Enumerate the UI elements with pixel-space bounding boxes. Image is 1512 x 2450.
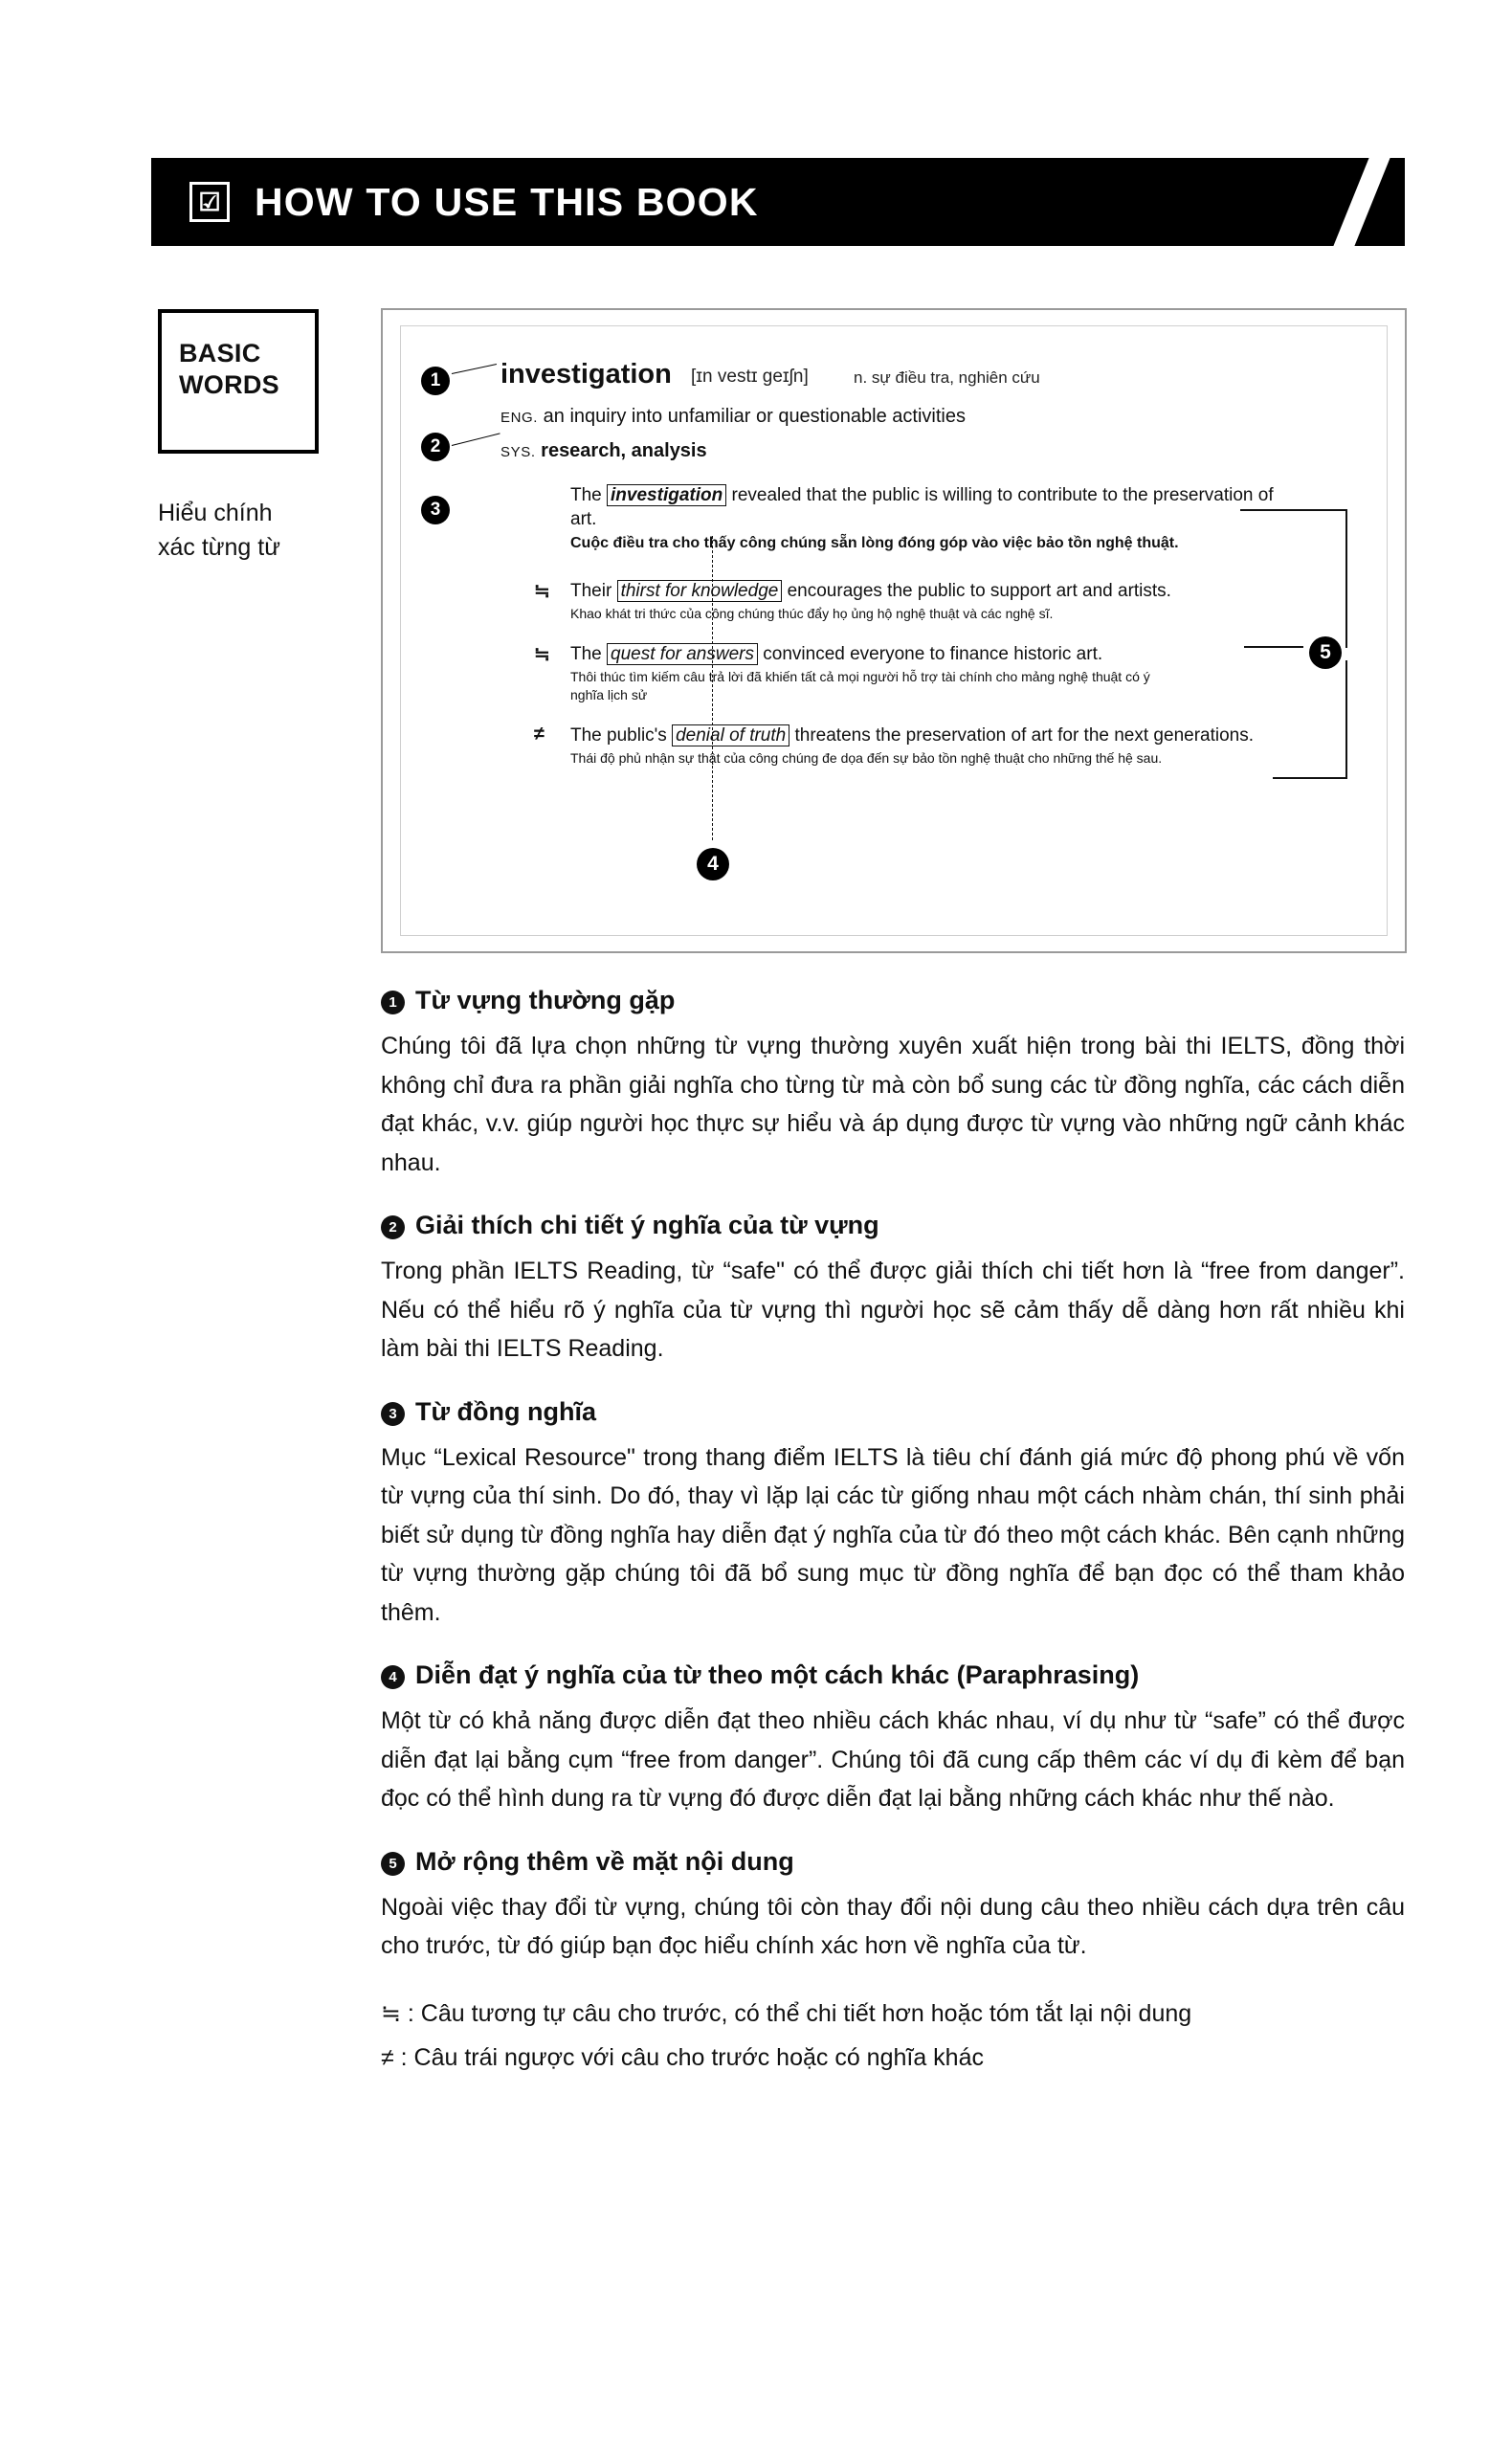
section-2 (381, 1211, 1405, 1369)
callout-line-bottom (1273, 777, 1347, 779)
explanation-sections (381, 986, 1405, 2082)
section-1-body: Chúng tôi đã lựa chọn những từ vựng thường xuyên xuất hiện trong bài thi IELTS, đồng thời không chỉ đưa ra phần giải nghĩa cho từng từ mà còn bổ sung các từ đồng nghĩa, các cách diễn đạt khác, v.v. giúp người học thực sự hiểu và áp dụng được từ vựng vào những ngữ cảnh khác nhau. (381, 1033, 1405, 1176)
example-4-en-before: The public's (570, 724, 673, 746)
example-4 (534, 723, 1280, 768)
legend-similar: ≒ : Câu tương tự câu cho trước, có thể chi tiết hơn hoặc tóm tắt lại nội dung (381, 1999, 1192, 2027)
section-2-number: 2 (381, 1215, 405, 1239)
marker-3: 3 (421, 496, 450, 524)
example-4-keyword: denial of truth (672, 724, 789, 746)
section-3-body: Mục “Lexical Resource" trong thang điểm IELTS là tiêu chí đánh giá mức độ phong phú về vốn từ vựng của thí sinh. Do đó, thay vì lặp lại các từ giống nhau một cách nhàm chán, thí sinh phải biết sử dụng từ đồng nghĩa hay diễn đạt ý nghĩa của từ đó theo một cách khác. Bên cạnh những từ vựng thường gặp chúng tôi đã bổ sung mục từ đồng nghĩa để bạn đọc có thể tham khảo thêm. (381, 1443, 1405, 1626)
sidebar-caption-line2: xác từng từ (158, 534, 280, 562)
page-title: HOW TO USE THIS BOOK (255, 179, 759, 224)
example-1 (570, 483, 1280, 554)
example-2-en-after: encourages the public to support art and artists. (782, 580, 1171, 601)
example-2-symbol: ≒ (534, 580, 550, 602)
callout-vline-upper (1345, 509, 1347, 648)
section-5 (381, 1847, 1405, 1966)
section-1 (381, 986, 1405, 1182)
callout-line-top (1240, 509, 1347, 511)
sidebar-caption (158, 496, 368, 566)
example-1-keyword: investigation (607, 484, 726, 506)
example-1-vn: Cuộc điều tra cho thấy công chúng sẵn lòng đóng góp vào việc bảo tồn nghệ thuật. (570, 535, 1179, 552)
section-3 (381, 1397, 1405, 1633)
sample-vn-gloss: n. sự điều tra, nghiên cứu (854, 368, 1040, 387)
section-3-number: 3 (381, 1402, 405, 1426)
page-header (151, 158, 1405, 246)
marker-5: 5 (1309, 636, 1342, 669)
section-1-heading (381, 986, 1405, 1015)
example-2 (534, 579, 1280, 623)
eng-label: ENG. (500, 410, 539, 426)
sys-label: SYS. (500, 444, 536, 460)
section-4 (381, 1660, 1405, 1818)
sample-synonyms (500, 440, 707, 462)
callout-vline-lower (1345, 660, 1347, 777)
marker-1: 1 (421, 367, 450, 395)
checkbox-icon: ☑ (189, 182, 230, 222)
example-2-en (570, 579, 1280, 603)
sys-words-text: research, analysis (541, 440, 707, 461)
marker-2: 2 (421, 433, 450, 461)
section-3-heading (381, 1397, 1405, 1427)
marker-4: 4 (697, 848, 729, 880)
example-3-symbol: ≒ (534, 643, 550, 665)
example-4-symbol: ≠ (534, 723, 545, 745)
sidebar-caption-line1: Hiểu chính (158, 500, 273, 526)
example-3-vn: Thôi thúc tìm kiếm câu trả lời đã khiến tất cả mọi người hỗ trợ tài chính cho mảng nghệ thuật có ý nghĩa lịch sử (570, 668, 1150, 702)
section-1-number: 1 (381, 991, 405, 1014)
example-3-en-before: The (570, 643, 608, 664)
section-5-body: Ngoài việc thay đổi từ vựng, chúng tôi còn thay đổi nội dung câu theo nhiều cách dựa trên câu cho trước, từ đó giúp bạn đọc hiểu chính xác hơn về nghĩa của từ. (381, 1893, 1405, 1959)
example-4-vn: Thái độ phủ nhận sự thật của công chúng đe dọa đến sự bảo tồn nghệ thuật cho những thế hệ sau. (570, 749, 1163, 766)
example-3 (534, 642, 1280, 704)
section-2-heading (381, 1211, 1405, 1240)
example-3-en (570, 642, 1280, 666)
sample-ipa: [ɪn vestɪ geɪʃn] (691, 367, 809, 387)
basic-words-label (179, 338, 279, 401)
section-5-title: Mở rộng thêm về mặt nội dung (415, 1846, 794, 1876)
example-4-en (570, 724, 1280, 747)
section-2-title: Giải thích chi tiết ý nghĩa của từ vựng (415, 1211, 879, 1239)
keyword-connector-dashes (712, 536, 713, 840)
section-4-body: Một từ có khả năng được diễn đạt theo nhiều cách khác nhau, ví dụ như từ “safe” có thể được diễn đạt lại bằng cụm “free from danger”. Chúng tôi đã cung cấp thêm các ví dụ đi kèm để bạn đọc có thể hình dung ra từ vựng đó được diễn đạt lại bằng những cách khác như thế nào. (381, 1707, 1405, 1812)
example-2-en-before: Their (570, 580, 617, 601)
sample-examples (534, 483, 1280, 768)
section-3-title: Từ đồng nghĩa (415, 1396, 597, 1426)
example-3-keyword: quest for answers (607, 643, 758, 665)
section-4-heading (381, 1660, 1405, 1690)
sample-eng-definition (500, 406, 966, 428)
basic-words-box (158, 309, 319, 454)
example-1-en (570, 483, 1280, 531)
basic-words-line1: BASIC (179, 339, 261, 368)
example-2-vn: Khao khát tri thức của công chúng thúc đẩy họ ủng hộ nghệ thuật và các nghệ sĩ. (570, 605, 1054, 621)
example-1-en-before: The (570, 485, 608, 505)
example-2-keyword: thirst for knowledge (617, 580, 783, 602)
section-5-heading (381, 1847, 1405, 1877)
section-2-body: Trong phần IELTS Reading, từ “safe" có thể được giải thích chi tiết hơn là “free from danger”. Nếu có thể hiểu rõ ý nghĩa của từ vựng thì người học sẽ cảm thấy dễ dàng hơn rất nhiều khi làm bài thi IELTS Reading. (381, 1258, 1405, 1362)
symbol-legend (381, 1994, 1405, 2077)
legend-opposite: ≠ : Câu trái ngược với câu cho trước hoặc có nghĩa khác (381, 2043, 984, 2071)
section-5-number: 5 (381, 1852, 405, 1876)
section-4-title: Diễn đạt ý nghĩa của từ theo một cách khác (Paraphrasing) (415, 1660, 1140, 1689)
example-1-en-after: revealed that the public is willing to contribute to the preservation of art. (570, 485, 1274, 530)
section-1-title: Từ vựng thường gặp (415, 986, 676, 1014)
basic-words-line2: WORDS (179, 369, 279, 399)
sample-headword: investigation (500, 359, 672, 390)
section-4-number: 4 (381, 1665, 405, 1689)
eng-definition-text: an inquiry into unfamiliar or questionable activities (543, 406, 966, 427)
example-4-en-after: threatens the preservation of art for the next generations. (789, 724, 1255, 746)
example-3-en-after: convinced everyone to finance historic art. (758, 643, 1103, 664)
callout-line-mid (1244, 646, 1303, 648)
